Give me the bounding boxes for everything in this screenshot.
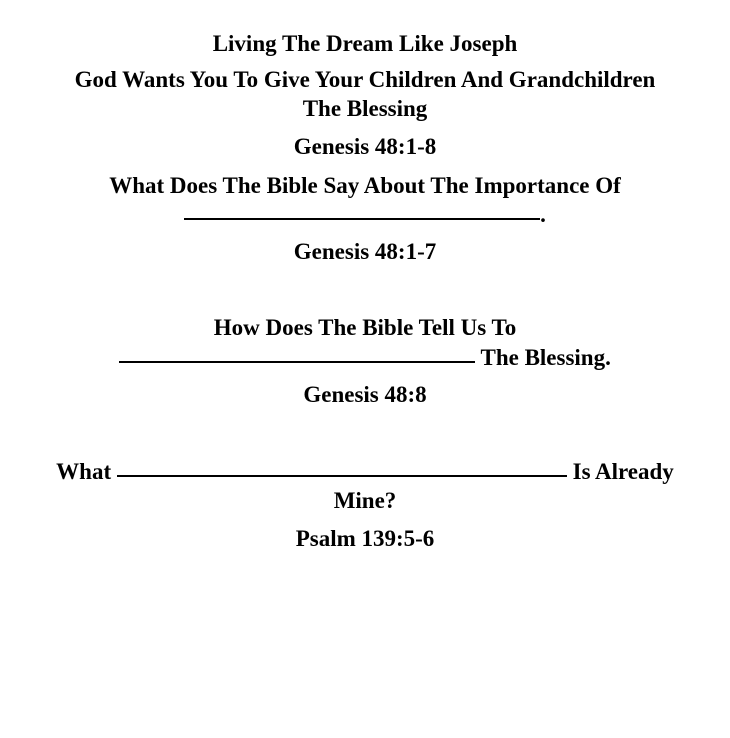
question-3-blank-line [0, 458, 730, 486]
subtitle-line-1: God Wants You To Give Your Children And Grandchildren [74, 67, 656, 92]
question-2-suffix: The Blessing. [480, 345, 611, 370]
question-3-suffix: Is Already [572, 459, 674, 484]
main-scripture-reference: Genesis 48:1-8 [293, 134, 437, 159]
question-3-continuation: Mine? [333, 488, 397, 513]
question-2-reference: Genesis 48:8 [303, 382, 427, 407]
document-title: Living The Dream Like Joseph [212, 31, 518, 56]
question-1-text: What Does The Bible Say About The Importance Of [109, 173, 621, 198]
fill-in-blank-2 [119, 342, 475, 363]
question-3-reference: Psalm 139:5-6 [295, 526, 435, 551]
fill-in-blank-1 [184, 199, 540, 220]
question-1-reference: Genesis 48:1-7 [293, 239, 437, 264]
fill-in-blank-3 [117, 456, 567, 477]
question-1-blank-line [0, 201, 730, 229]
subtitle-line-2: The Blessing [302, 96, 428, 121]
question-2-text: How Does The Bible Tell Us To [213, 315, 517, 340]
question-1-period: . [540, 202, 546, 227]
question-2-blank-line [0, 344, 730, 372]
question-3-prefix: What [56, 459, 112, 484]
